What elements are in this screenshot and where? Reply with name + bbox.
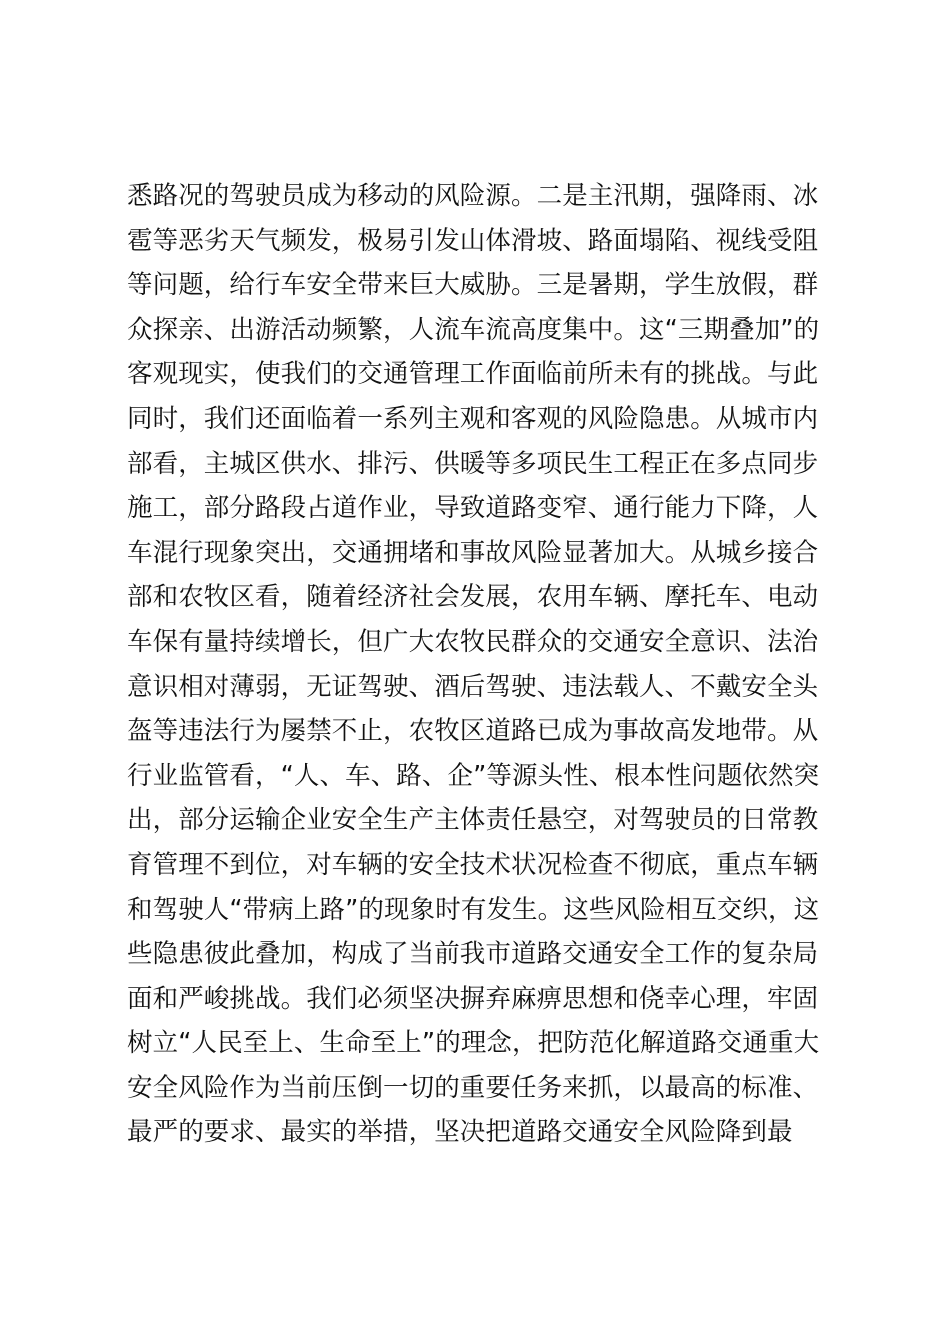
body-paragraph bbox=[127, 174, 827, 1155]
paragraph-line: 些隐患彼此叠加，构成了当前我市道路交通安全工作的复杂局 bbox=[127, 939, 819, 970]
paragraph-line: 树立“人民至上、生命至上”的理念，把防范化解道路交通重大 bbox=[127, 1028, 820, 1059]
paragraph-line: 和驾驶人“带病上路”的现象时有发生。这些风险相互交织，这 bbox=[127, 894, 820, 925]
paragraph-line: 同时，我们还面临着一系列主观和客观的风险隐患。从城市内 bbox=[127, 403, 819, 434]
paragraph-line: 众探亲、出游活动频繁，人流车流高度集中。这“三期叠加”的 bbox=[127, 314, 820, 345]
paragraph-line: 客观现实，使我们的交通管理工作面临前所未有的挑战。与此 bbox=[127, 359, 819, 390]
paragraph-line: 出，部分运输企业安全生产主体责任悬空，对驾驶员的日常教 bbox=[127, 805, 819, 836]
paragraph-line: 安全风险作为当前压倒一切的重要任务来抓，以最高的标准、 bbox=[127, 1072, 819, 1103]
paragraph-line: 悉路况的驾驶员成为移动的风险源。二是主汛期，强降雨、冰 bbox=[127, 181, 819, 211]
paragraph-line: 育管理不到位，对车辆的安全技术状况检查不彻底，重点车辆 bbox=[127, 849, 819, 880]
paragraph-line: 面和严峻挑战。我们必须坚决摒弃麻痹思想和侥幸心理，牢固 bbox=[127, 983, 819, 1014]
paragraph-line: 盔等违法行为屡禁不止，农牧区道路已成为事故高发地带。从 bbox=[127, 716, 819, 747]
paragraph-line: 车混行现象突出，交通拥堵和事故风险显著加大。从城乡接合 bbox=[127, 537, 819, 568]
paragraph-line: 意识相对薄弱，无证驾驶、酒后驾驶、违法载人、不戴安全头 bbox=[127, 671, 819, 702]
paragraph-line: 雹等恶劣天气频发，极易引发山体滑坡、路面塌陷、视线受阻 bbox=[127, 225, 819, 256]
paragraph-line: 施工，部分路段占道作业，导致道路变窄、通行能力下降，人 bbox=[127, 493, 819, 524]
paragraph-line: 部和农牧区看，随着经济社会发展，农用车辆、摩托车、电动 bbox=[127, 582, 819, 613]
paragraph-line: 车保有量持续增长，但广大农牧民群众的交通安全意识、法治 bbox=[127, 626, 819, 657]
paragraph-line: 部看，主城区供水、排污、供暖等多项民生工程正在多点同步 bbox=[127, 448, 819, 479]
paragraph-line: 行业监管看，“人、车、路、企”等源头性、根本性问题依然突 bbox=[127, 760, 820, 791]
paragraph-line: 最严的要求、最实的举措，坚决把道路交通安全风险降到最 bbox=[127, 1117, 793, 1148]
paragraph-line: 等问题，给行车安全带来巨大威胁。三是暑期，学生放假，群 bbox=[127, 270, 819, 301]
